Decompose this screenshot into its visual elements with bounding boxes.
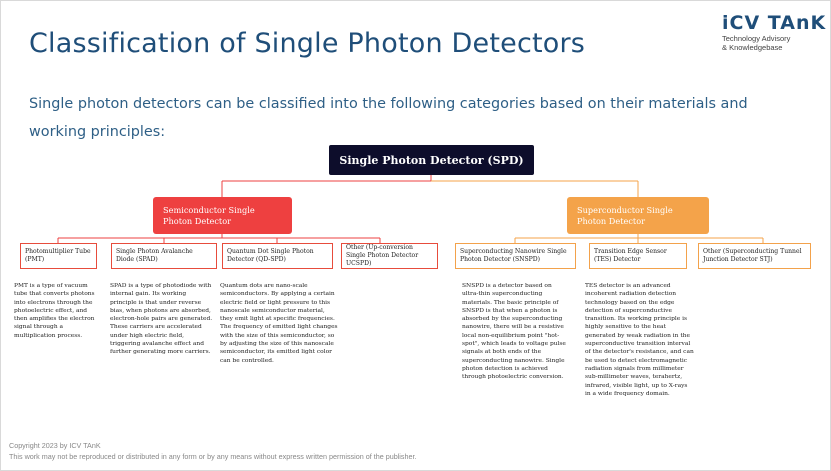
description-spad: SPAD is a type of photodiode with internal gain. Its working principle is that under reverse bias, when photons are absorbed, electron-hole pairs are generated. These carriers are accelerated under high electric field, triggering avalanche effect and further generating more carriers. [110, 283, 213, 356]
description-tes: TES detector is an advanced incoherent radiation detection technology based on the edge detection of superconductive transition. Its working principle is highly sensitive to the heat generated by weak radiation in the superconductive transition interval of the detector's resistance, and can be used to detect electromagnetic radiation signals from millimeter sub-millimeter waves, terahertz, infrared, visible light, up to X-rays in a wide frequency domain. [585, 283, 694, 397]
description-pmt: PMT is a type of vacuum tube that converts photons into electrons through the photoelectric effect, and then amplifies the electron signal through a multiplication process. [14, 283, 95, 339]
leaf-stj: Other (Superconducting Tunnel Junction Detector STJ) [698, 243, 811, 269]
page-title: Classification of Single Photon Detectors [29, 28, 586, 59]
branch-semiconductor: Semiconductor Single Photon Detector [153, 197, 292, 234]
intro-text: Single photon detectors can be classified into the following categories based on their materials and working principles: [29, 96, 748, 140]
logo-tagline-line1: Technology Advisory [722, 34, 791, 43]
description-qd-spd: Quantum dots are nano-scale semiconductors. By applying a certain electric field or light pressure to this nanoscale semiconductor material, they emit light at specific frequencies. The frequency of emitted light changes with the size of this semiconductor, so by adjusting the size of this nanoscale semiconductor, its emitted light color can be controlled. [220, 283, 338, 364]
leaf-pmt: Photomultiplier Tube (PMT) [20, 243, 97, 269]
leaf-tes: Transition Edge Sensor (TES) Detector [589, 243, 687, 269]
root-node-spd: Single Photon Detector (SPD) [329, 145, 534, 175]
branch-superconductor: Superconductor Single Photon Detector [567, 197, 709, 234]
logo-tagline-line2: & Knowledgebase [722, 43, 783, 52]
description-snspd: SNSPD is a detector based on ultra-thin superconducting materials. The basic principle of SNSPD is that when a photon is absorbed by the superconducting nanowire, there will be a resistive local non-equilibrium point "hot-spot", which leads to voltage pulse signals at both ends of the superconducting nanowire. Single photon detection is achieved through photoelectric conversion. [462, 283, 566, 381]
logo-wordmark: iCV TAnK [722, 12, 827, 34]
leaf-qd-spd: Quantum Dot Single Photon Detector (QD-SPD) [222, 243, 333, 269]
leaf-ucspd: Other (Up-conversion Single Photon Detector UCSPD) [341, 243, 438, 269]
leaf-snspd: Superconducting Nanowire Single Photon Detector (SNSPD) [455, 243, 576, 269]
footer-copyright: Copyright 2023 by ICV TAnK [9, 441, 101, 450]
footer-notice: This work may not be reproduced or distributed in any form or by any means without express written permission of the publisher. [9, 452, 417, 461]
leaf-spad: Single Photon Avalanche Diode (SPAD) [111, 243, 217, 269]
